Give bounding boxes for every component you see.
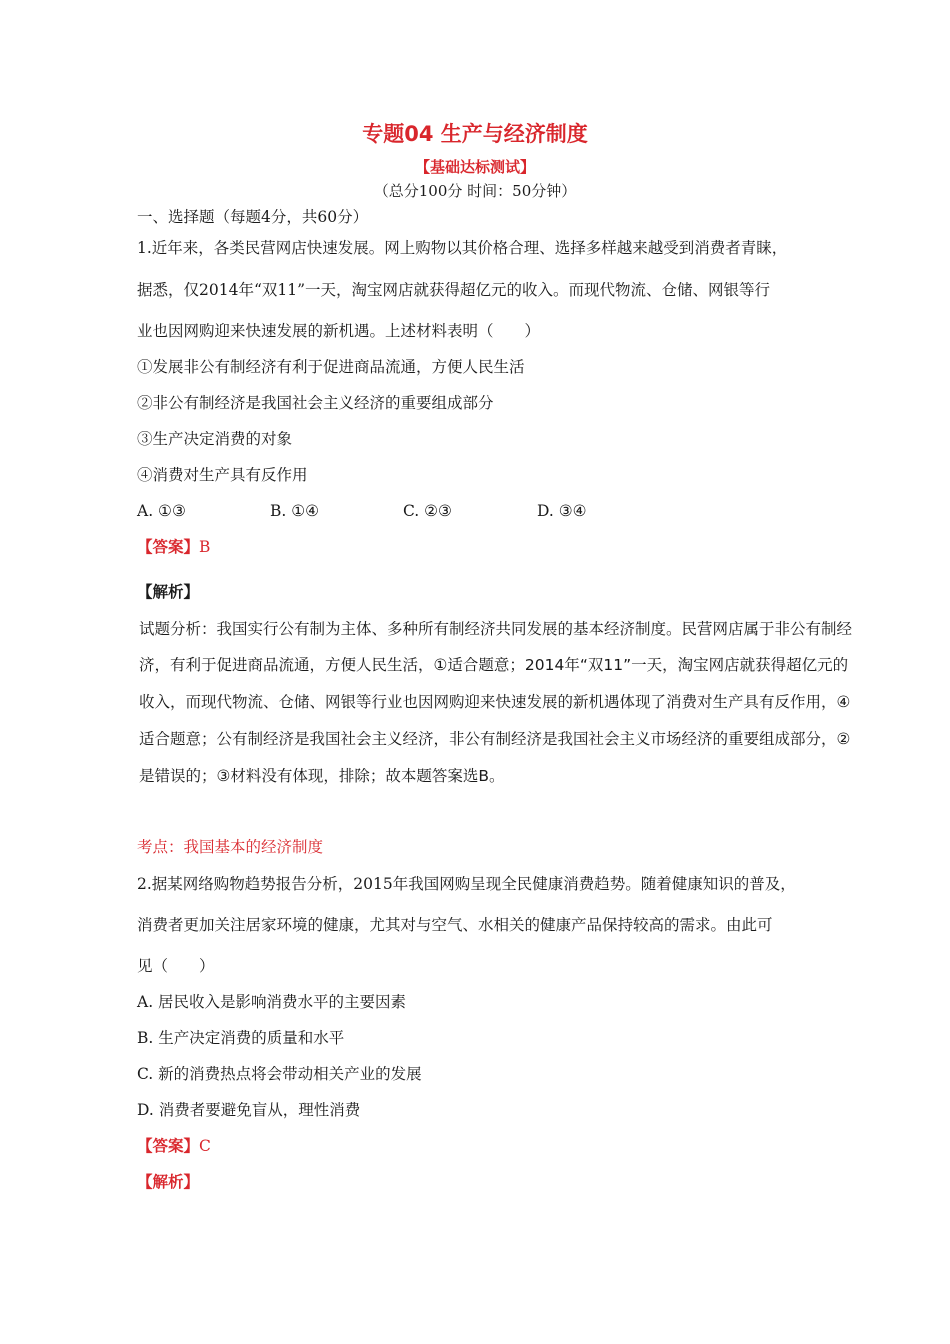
exam-info: （总分100分 时间：50分钟） bbox=[373, 182, 577, 200]
q2-answer bbox=[137, 1136, 211, 1156]
q2-answer-label: 【答案】 bbox=[137, 1136, 200, 1155]
q1-line-1: 1.近年来，各类民营网店快速发展。网上购物以其价格合理、选择多样越来越受到消费者青睐， bbox=[137, 239, 788, 257]
q1-statement-4: ④消费对生产具有反作用 bbox=[137, 466, 308, 484]
q1-analysis-line-5: 是错误的；③材料没有体现，排除；故本题答案选B。 bbox=[139, 767, 505, 785]
q1-statement-3: ③生产决定消费的对象 bbox=[137, 430, 293, 448]
q2-line-1: 2.据某网络购物趋势报告分析，2015年我国网购呈现全民健康消费趋势。随着健康知识的普及， bbox=[137, 875, 796, 893]
q1-analysis-line-4: 适合题意；公有制经济是我国社会主义经济，非公有制经济是我国社会主义市场经济的重要组成部分，② bbox=[139, 730, 851, 748]
q2-line-3: 见（ ） bbox=[137, 957, 215, 975]
q1-option-a: A. ①③ bbox=[137, 502, 186, 520]
section-heading: 一、选择题（每题4分，共60分） bbox=[137, 208, 369, 226]
page-title: 专题04 生产与经济制度 bbox=[362, 122, 588, 146]
q1-line-2: 据悉，仅2014年“双11”一天，淘宝网店就获得超亿元的收入。而现代物流、仓储、网银等行 bbox=[137, 281, 771, 299]
q2-line-2: 消费者更加关注居家环境的健康，尤其对与空气、水相关的健康产品保持较高的需求。由此可 bbox=[137, 916, 773, 934]
q2-option-d: D. 消费者要避免盲从，理性消费 bbox=[137, 1101, 361, 1119]
q1-option-d: D. ③④ bbox=[537, 502, 587, 520]
q1-answer bbox=[137, 537, 210, 557]
q1-statement-2: ②非公有制经济是我国社会主义经济的重要组成部分 bbox=[137, 394, 494, 412]
q2-option-b: B. 生产决定消费的质量和水平 bbox=[137, 1029, 345, 1047]
page-subtitle: 【基础达标测试】 bbox=[414, 158, 535, 176]
q1-kaodian: 考点：我国基本的经济制度 bbox=[137, 838, 324, 856]
q2-option-c: C. 新的消费热点将会带动相关产业的发展 bbox=[137, 1065, 422, 1083]
q1-answer-value: B bbox=[199, 538, 211, 556]
q2-analysis-label: 【解析】 bbox=[137, 1172, 200, 1191]
q1-option-c: C. ②③ bbox=[403, 502, 452, 520]
q1-answer-label: 【答案】 bbox=[137, 537, 200, 556]
q1-analysis-line-1: 试题分析：我国实行公有制为主体、多种所有制经济共同发展的基本经济制度。民营网店属于非公有制经 bbox=[139, 620, 853, 638]
q1-analysis-line-2: 济，有利于促进商品流通，方便人民生活，①适合题意；2014年“双11”一天，淘宝网店就获得超亿元的 bbox=[139, 656, 849, 674]
q1-option-b: B. ①④ bbox=[270, 502, 320, 520]
q1-statement-1: ①发展非公有制经济有利于促进商品流通，方便人民生活 bbox=[137, 358, 525, 376]
q2-option-a: A. 居民收入是影响消费水平的主要因素 bbox=[137, 993, 407, 1011]
q2-answer-value: C bbox=[199, 1137, 211, 1155]
q1-line-3: 业也因网购迎来快速发展的新机遇。上述材料表明（ ） bbox=[137, 322, 541, 340]
q1-analysis-line-3: 收入，而现代物流、仓储、网银等行业也因网购迎来快速发展的新机遇体现了消费对生产具有反作用，④ bbox=[139, 693, 851, 711]
q1-analysis-label: 【解析】 bbox=[137, 582, 200, 601]
